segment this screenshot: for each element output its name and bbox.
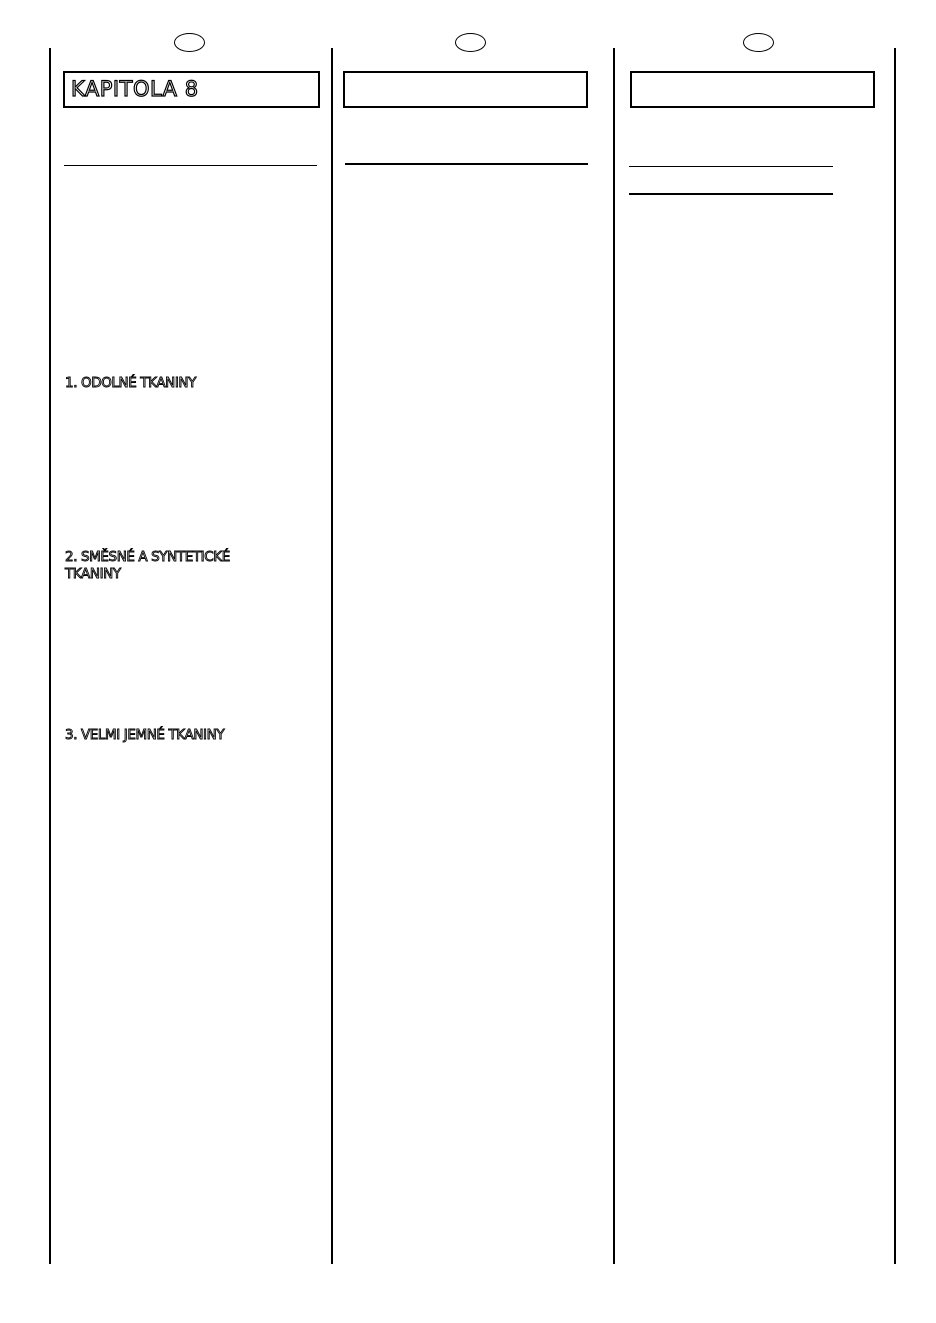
divider-left	[64, 165, 317, 166]
divider-right-upper	[629, 166, 833, 167]
section-heading-sturdy-fabrics: 1. ODOLNÉ TKANINY	[65, 375, 196, 391]
language-marker-middle	[455, 33, 486, 52]
chapter-header-middle	[343, 71, 588, 108]
chapter-header-left	[63, 71, 320, 108]
chapter-title: KAPITOLA 8	[71, 77, 199, 101]
section-heading-mixed-synthetic-fabrics: 2. SMĚSNÉ A SYNTETICKÉ TKANINY	[65, 549, 230, 582]
language-marker-right	[743, 33, 774, 52]
chapter-header-right	[630, 71, 875, 108]
column-rule-center-left	[331, 48, 333, 1264]
section-heading-delicate-fabrics: 3. VELMI JEMNÉ TKANINY	[65, 727, 225, 743]
column-rule-center-right	[613, 48, 615, 1264]
column-rule-right	[894, 48, 896, 1264]
divider-middle	[345, 163, 588, 165]
divider-right-lower	[629, 193, 833, 195]
language-marker-left	[174, 33, 205, 52]
column-rule-left	[49, 48, 51, 1264]
